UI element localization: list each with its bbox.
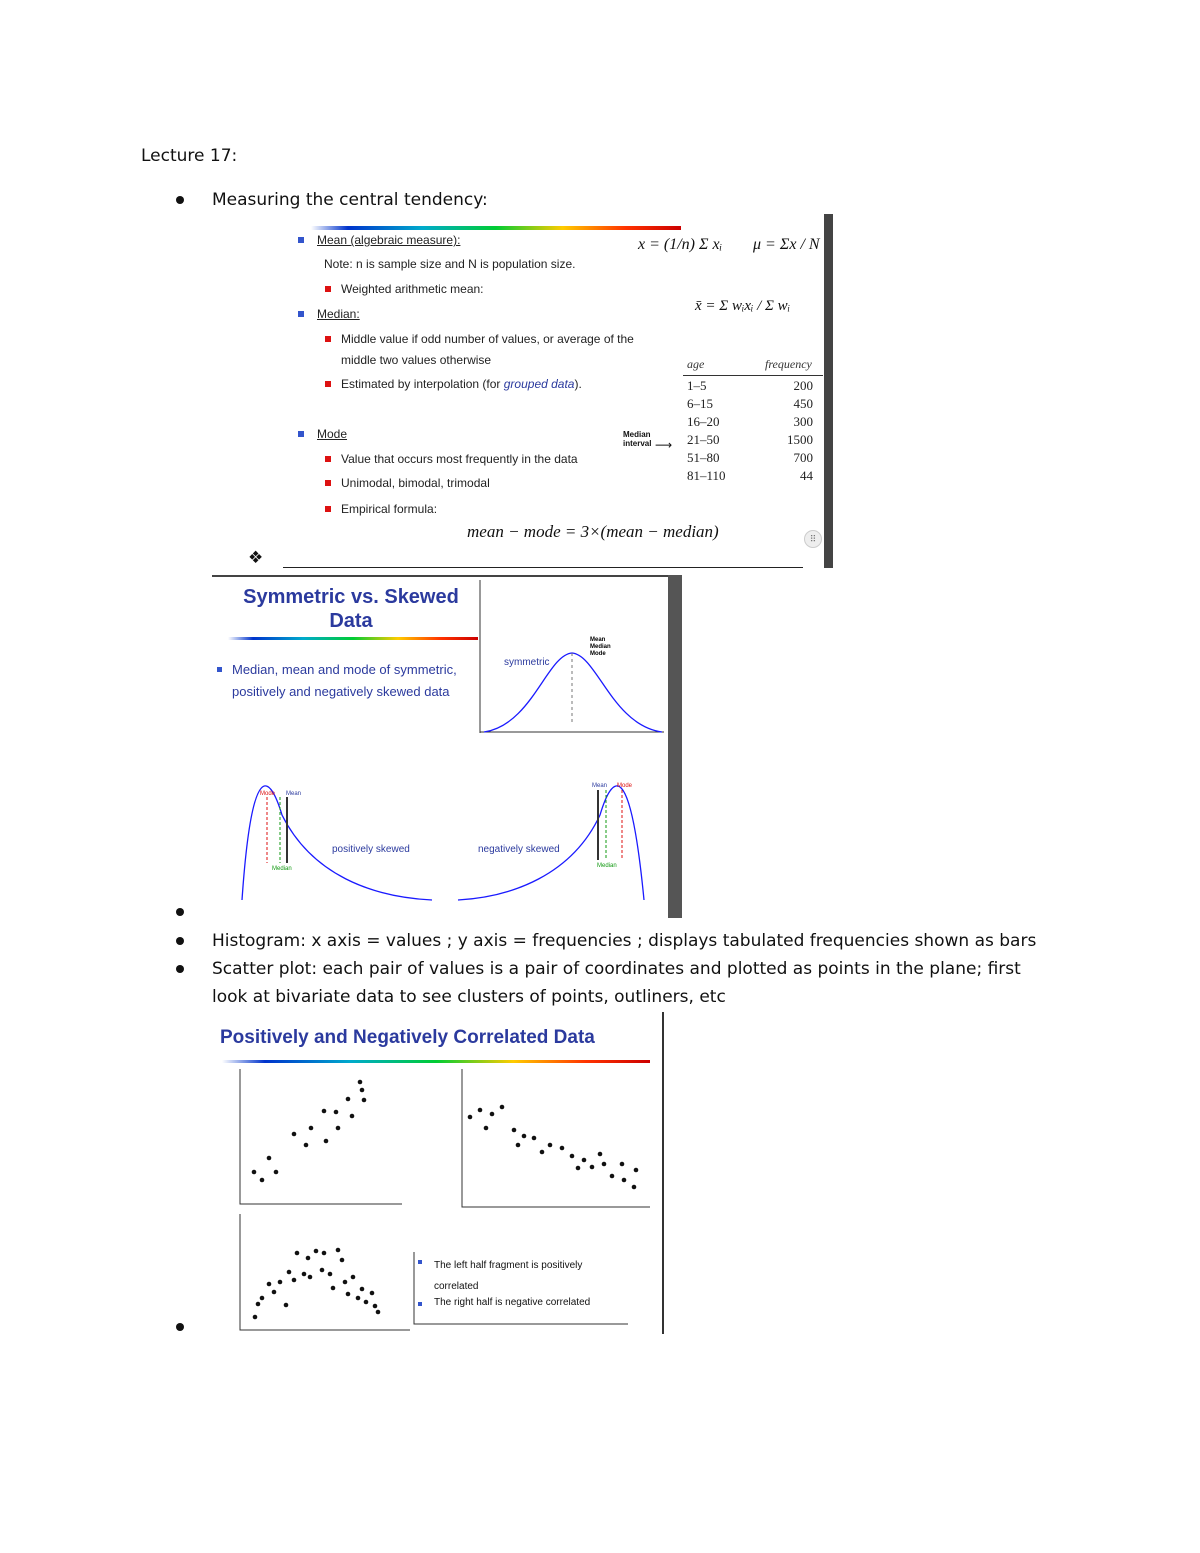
scatter-point xyxy=(500,1105,505,1110)
age-cell: 21–50 xyxy=(687,432,720,447)
positive-skew-curve xyxy=(242,786,432,900)
correlation-note-1: The left half fragment is positively correlated xyxy=(434,1260,583,1292)
scatter-point xyxy=(272,1290,277,1295)
sym-mean-mark: Mean xyxy=(590,637,606,643)
scatter-point xyxy=(478,1108,483,1113)
negative-plot-axes xyxy=(462,1069,650,1207)
scatter-point xyxy=(304,1143,309,1148)
age-cell: 51–80 xyxy=(687,450,720,465)
frequency-cell: 450 xyxy=(793,396,813,411)
frequency-cell: 300 xyxy=(793,414,813,429)
slide-scrollbar[interactable] xyxy=(668,575,682,918)
scatter-point xyxy=(322,1251,327,1256)
bullet-dot xyxy=(176,965,184,973)
scatter-point xyxy=(632,1185,637,1190)
grip-icon[interactable]: ⠿ xyxy=(804,530,822,548)
mode-sub1: Value that occurs most frequently in the data xyxy=(341,452,578,466)
table-rule xyxy=(683,375,823,376)
distribution-curves xyxy=(212,575,668,918)
pos-mean-mark: Mean xyxy=(286,791,302,797)
bullet-scatter-cont: look at bivariate data to see clusters of points, outliners, etc xyxy=(212,987,726,1007)
frequency-cell: 700 xyxy=(793,450,813,465)
bullet-histogram: Histogram: x axis = values ; y axis = frequencies ; displays tabulated frequencies shown as bars xyxy=(212,931,1037,951)
scatter-point xyxy=(284,1303,289,1308)
scatter-point xyxy=(548,1143,553,1148)
scatter-point xyxy=(360,1088,365,1093)
scatter-point xyxy=(309,1126,314,1131)
slide-body: Median, mean and mode of symmetric, positively and negatively skewed data xyxy=(232,662,457,699)
neg-mean-mark: Mean xyxy=(592,783,608,789)
age-cell: 81–110 xyxy=(687,468,726,483)
scatter-point xyxy=(468,1115,473,1120)
scatter-point xyxy=(292,1132,297,1137)
scatter-point xyxy=(560,1146,565,1151)
notes-frame xyxy=(414,1252,628,1324)
bullet-dot xyxy=(176,908,184,916)
square-bullet-icon xyxy=(298,431,304,437)
scatter-point xyxy=(356,1296,361,1301)
scatter-point xyxy=(634,1168,639,1173)
symmetric-label: symmetric xyxy=(504,657,550,668)
scatter-point xyxy=(267,1156,272,1161)
negative-correlation-points xyxy=(468,1105,639,1190)
scatter-point xyxy=(287,1270,292,1275)
scatter-point xyxy=(314,1249,319,1254)
scatter-point xyxy=(351,1275,356,1280)
square-bullet-icon xyxy=(325,286,331,292)
weighted-label: Weighted arithmetic mean: xyxy=(341,282,484,296)
positive-skew-label: positively skewed xyxy=(332,844,410,855)
scatter-point xyxy=(256,1302,261,1307)
scatter-point xyxy=(308,1275,313,1280)
scatter-point xyxy=(532,1136,537,1141)
square-bullet-icon xyxy=(325,336,331,342)
scatter-point xyxy=(324,1139,329,1144)
scatter-point xyxy=(490,1112,495,1117)
table-row xyxy=(687,431,823,449)
median-sub1: Middle value if odd number of values, or average of the xyxy=(341,332,634,346)
bullet-dot xyxy=(176,1323,184,1331)
rainbow-rule xyxy=(311,226,681,230)
pos-median-mark: Median xyxy=(272,866,292,872)
formula-sample-mean: x = (1/n) Σ xᵢ xyxy=(638,236,723,253)
divider-line xyxy=(283,567,803,568)
square-bullet-icon xyxy=(298,311,304,317)
age-cell: 16–20 xyxy=(687,414,720,429)
scatter-point xyxy=(590,1165,595,1170)
slide-symmetric-skewed xyxy=(212,575,682,918)
sym-mode-mark: Mode xyxy=(590,651,606,657)
scatter-point xyxy=(576,1166,581,1171)
neg-median-mark: Median xyxy=(597,863,617,869)
scatter-point xyxy=(331,1286,336,1291)
mean-label: Mean (algebraic measure): xyxy=(317,233,461,247)
table-header-frequency: frequency xyxy=(765,357,812,371)
scatter-point xyxy=(598,1152,603,1157)
scatter-point xyxy=(260,1178,265,1183)
curvilinear-points xyxy=(253,1248,381,1320)
table-row xyxy=(687,377,823,395)
positive-plot-axes xyxy=(240,1069,402,1204)
scatter-point xyxy=(295,1251,300,1256)
slide-right-border xyxy=(662,1012,664,1334)
mean-note: Note: n is sample size and N is population size. xyxy=(324,257,576,271)
formula-population-mean: μ = Σx / N xyxy=(753,236,820,253)
scatter-point xyxy=(306,1256,311,1261)
slide-central-tendency xyxy=(283,214,833,568)
frequency-cell: 200 xyxy=(793,378,813,393)
scatter-point xyxy=(516,1143,521,1148)
scatter-point xyxy=(336,1248,341,1253)
scatter-plots xyxy=(212,1012,662,1334)
positive-correlation-points xyxy=(252,1080,367,1183)
scatter-point xyxy=(362,1098,367,1103)
scatter-point xyxy=(302,1272,307,1277)
pos-mode-mark: Mode xyxy=(260,791,276,797)
bullet-dot xyxy=(176,196,184,204)
frequency-table xyxy=(687,377,823,485)
scatter-point xyxy=(292,1278,297,1283)
slide-correlated-data xyxy=(212,1012,667,1334)
scatter-point xyxy=(278,1280,283,1285)
table-row xyxy=(687,449,823,467)
slide-title: Symmetric vs. Skewed Data xyxy=(243,586,459,632)
negative-skew-label: negatively skewed xyxy=(478,844,560,855)
scatter-point xyxy=(343,1280,348,1285)
slide-scrollbar[interactable] xyxy=(824,214,833,568)
scatter-point xyxy=(320,1268,325,1273)
scatter-point xyxy=(328,1272,333,1277)
table-header-age: age xyxy=(687,357,705,371)
scatter-point xyxy=(376,1310,381,1315)
square-bullet-icon xyxy=(325,506,331,512)
scatter-point xyxy=(622,1178,627,1183)
sym-median-mark: Median xyxy=(590,644,611,650)
scatter-point xyxy=(252,1170,257,1175)
curvilinear-plot-axes xyxy=(240,1214,410,1330)
scatter-point xyxy=(620,1162,625,1167)
mode-sub3: Empirical formula: xyxy=(341,502,438,516)
scatter-point xyxy=(370,1291,375,1296)
frequency-cell: 1500 xyxy=(787,432,813,447)
square-bullet-icon xyxy=(325,456,331,462)
table-header xyxy=(687,357,823,372)
scatter-point xyxy=(322,1109,327,1114)
neg-mode-mark: Mode xyxy=(617,783,633,789)
formula-weighted-mean: x̄ = Σ wᵢxᵢ / Σ wᵢ xyxy=(695,298,791,314)
negative-skew-curve xyxy=(458,786,644,900)
scatter-point xyxy=(610,1174,615,1179)
table-row xyxy=(687,413,823,431)
scatter-point xyxy=(336,1126,341,1131)
median-label: Median: xyxy=(317,307,360,321)
bullet-dot xyxy=(176,937,184,945)
median-sub1-cont: middle two values otherwise xyxy=(341,353,492,367)
scatter-point xyxy=(346,1097,351,1102)
bullet-central-tendency: Measuring the central tendency: xyxy=(212,190,488,210)
mode-label: Mode xyxy=(317,427,348,441)
page-heading: Lecture 17: xyxy=(141,146,238,166)
square-bullet-icon xyxy=(298,237,304,243)
frequency-cell: 44 xyxy=(800,468,813,483)
age-cell: 1–5 xyxy=(687,378,707,393)
scatter-point xyxy=(358,1080,363,1085)
bullet-scatter: Scatter plot: each pair of values is a pair of coordinates and plotted as points in the plane; first xyxy=(212,959,1021,979)
scatter-point xyxy=(253,1315,258,1320)
empirical-formula: mean − mode = 3×(mean − median) xyxy=(467,522,719,541)
scatter-point xyxy=(602,1162,607,1167)
arrow-right-icon: ⟶ xyxy=(655,438,673,452)
scatter-point xyxy=(540,1150,545,1155)
correlation-note-2: The right half is negative correlated xyxy=(434,1297,591,1308)
scatter-point xyxy=(350,1114,355,1119)
age-cell: 6–15 xyxy=(687,396,713,411)
median-sub2: Estimated by interpolation (for grouped data). xyxy=(341,377,582,391)
scatter-point xyxy=(512,1128,517,1133)
scatter-point xyxy=(570,1154,575,1159)
square-bullet-icon xyxy=(325,381,331,387)
scatter-point xyxy=(340,1258,345,1263)
median-interval-label: Median interval xyxy=(623,430,652,448)
slide-title: Positively and Negatively Correlated Data xyxy=(220,1027,595,1048)
scatter-point xyxy=(346,1292,351,1297)
scatter-point xyxy=(484,1126,489,1131)
scatter-point xyxy=(582,1158,587,1163)
mode-sub2: Unimodal, bimodal, trimodal xyxy=(341,476,490,490)
scatter-point xyxy=(522,1134,527,1139)
square-bullet-icon xyxy=(325,480,331,486)
scatter-point xyxy=(364,1300,369,1305)
scatter-point xyxy=(267,1282,272,1287)
scatter-point xyxy=(260,1296,265,1301)
scatter-point xyxy=(334,1110,339,1115)
table-row xyxy=(687,395,823,413)
scatter-point xyxy=(360,1287,365,1292)
table-row xyxy=(687,467,823,485)
scatter-point xyxy=(274,1170,279,1175)
diamond-bullet-icon: ❖ xyxy=(248,548,264,567)
scatter-point xyxy=(373,1304,378,1309)
